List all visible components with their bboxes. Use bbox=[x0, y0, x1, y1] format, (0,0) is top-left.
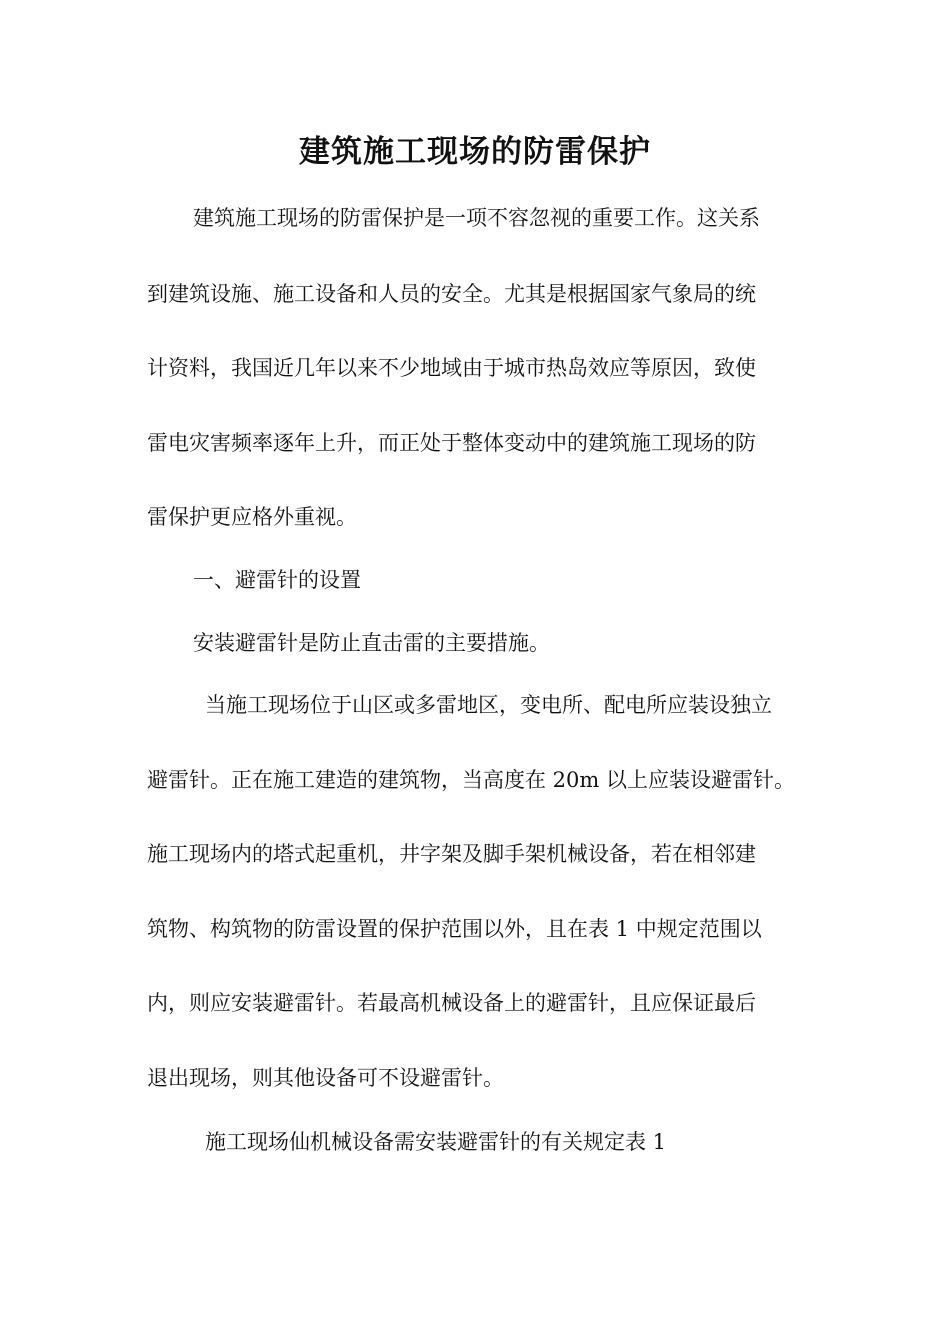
section-heading-1: 一、避雷针的设置 bbox=[193, 568, 361, 592]
paragraph-1-line-1: 建筑施工现场的防雷保护是一项不容忽视的重要工作。这关系 bbox=[193, 206, 760, 230]
paragraph-1-line-3: 计资料，我国近几年以来不少地域由于城市热岛效应等原因，致使 bbox=[147, 356, 756, 380]
paragraph-2: 安装避雷针是防止直击雷的主要措施。 bbox=[193, 631, 550, 655]
paragraph-3-line-3: 施工现场内的塔式起重机，井字架及脚手架机械设备，若在相邻建 bbox=[147, 842, 756, 866]
paragraph-1-line-5: 雷保护更应格外重视。 bbox=[147, 505, 357, 529]
paragraph-1-line-2: 到建筑设施、施工设备和人员的安全。尤其是根据国家气象局的统 bbox=[147, 282, 756, 306]
paragraph-3-line-1: 当施工现场位于山区或多雷地区，变电所、配电所应装设独立 bbox=[205, 693, 772, 717]
paragraph-3-line-5: 内，则应安装避雷针。若最高机械设备上的避雷针，且应保证最后 bbox=[147, 991, 756, 1015]
table-caption: 施工现场仙机械设备需安装避雷针的有关规定表 1 bbox=[205, 1130, 667, 1154]
paragraph-3-line-2: 避雷针。正在施工建造的建筑物，当高度在 20m 以上应装设避雷针。 bbox=[147, 768, 795, 792]
paragraph-1-line-4: 雷电灾害频率逐年上升，而正处于整体变动中的建筑施工现场的防 bbox=[147, 431, 756, 455]
paragraph-3-line-4: 筑物、构筑物的防雷设置的保护范围以外，且在表 1 中规定范围以 bbox=[147, 917, 762, 941]
paragraph-3-line-6: 退出现场，则其他设备可不设避雷针。 bbox=[147, 1066, 504, 1090]
document-title: 建筑施工现场的防雷保护 bbox=[299, 134, 651, 170]
